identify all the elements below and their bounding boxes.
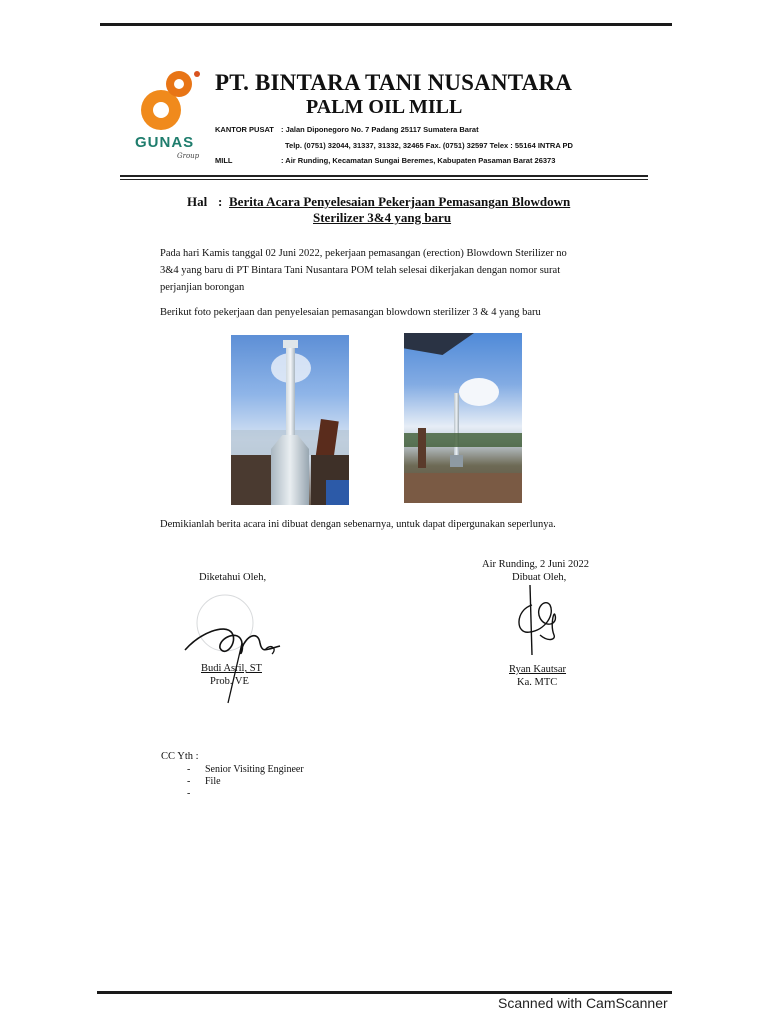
subject-colon: : [218, 194, 223, 209]
cc-label: CC Yth : [161, 751, 199, 762]
logo-subtext: Group [177, 152, 200, 160]
subject-label: Hal [187, 194, 208, 209]
subject-line-1: Berita Acara Penyelesaian Pekerjaan Pemasangan Blowdown [229, 194, 571, 209]
paragraph-1-line-1: Pada hari Kamis tanggal 02 Juni 2022, pekerjaan pemasangan (erection) Blowdown Sterilizer no [160, 248, 567, 259]
header-divider-thin [120, 179, 648, 180]
office-label: KANTOR PUSAT [215, 125, 274, 134]
photo-blowdown-1 [231, 335, 349, 505]
top-border-line [100, 23, 672, 26]
right-signer-name: Ryan Kautsar [509, 664, 567, 675]
logo-text: GUNAS [135, 134, 195, 151]
photo-blowdown-2 [404, 333, 522, 503]
paragraph-1-line-2: 3&4 yang baru di PT Bintara Tani Nusantara POM telah selesai dikerjakan dengan nomor surat [160, 265, 561, 276]
division-name: PALM OIL MILL [306, 96, 463, 118]
right-signer-title: Ka. MTC [517, 677, 558, 688]
subject-line-2: Sterilizer 3&4 yang baru [313, 210, 452, 225]
list-item: - Senior Visiting Engineer [187, 764, 304, 775]
place-date: Air Runding, 2 Juni 2022 [482, 559, 590, 570]
left-signer-name: Budi Asril, ST [201, 663, 262, 674]
cc-list [187, 764, 304, 800]
office-phone: Telp. (0751) 32044, 31337, 31332, 32465 Fax. (0751) 32597 Telex : 55164 INTRA PD [285, 141, 573, 150]
company-logo [133, 68, 208, 168]
scanner-watermark: Scanned with CamScanner [498, 995, 668, 1011]
bottom-border-line [97, 991, 672, 994]
right-signature-caption: Dibuat Oleh, [512, 572, 567, 583]
logo-mark-icon [133, 68, 208, 133]
mill-label: MILL [215, 156, 233, 165]
left-signature-caption: Diketahui Oleh, [199, 572, 267, 583]
list-item: - [187, 788, 191, 799]
list-item: - File [187, 776, 221, 787]
left-signer-title: Prob. VE [210, 676, 249, 687]
mill-address: : Air Runding, Kecamatan Sungai Beremes, Kabupaten Pasaman Barat 26373 [281, 156, 556, 165]
company-name: PT. BINTARA TANI NUSANTARA [215, 70, 573, 95]
left-signature-icon [180, 588, 300, 708]
closing-statement: Demikianlah berita acara ini dibuat dengan sebenarnya, untuk dapat dipergunakan seperlunya. [160, 519, 556, 530]
paragraph-1-line-3: perjanjian borongan [160, 282, 245, 293]
header-divider [120, 175, 648, 177]
right-signature-icon [510, 580, 570, 660]
paragraph-2: Berikut foto pekerjaan dan penyelesaian pemasangan blowdown sterilizer 3 & 4 yang baru [160, 307, 541, 318]
office-address: : Jalan Diponegoro No. 7 Padang 25117 Sumatera Barat [281, 125, 479, 134]
